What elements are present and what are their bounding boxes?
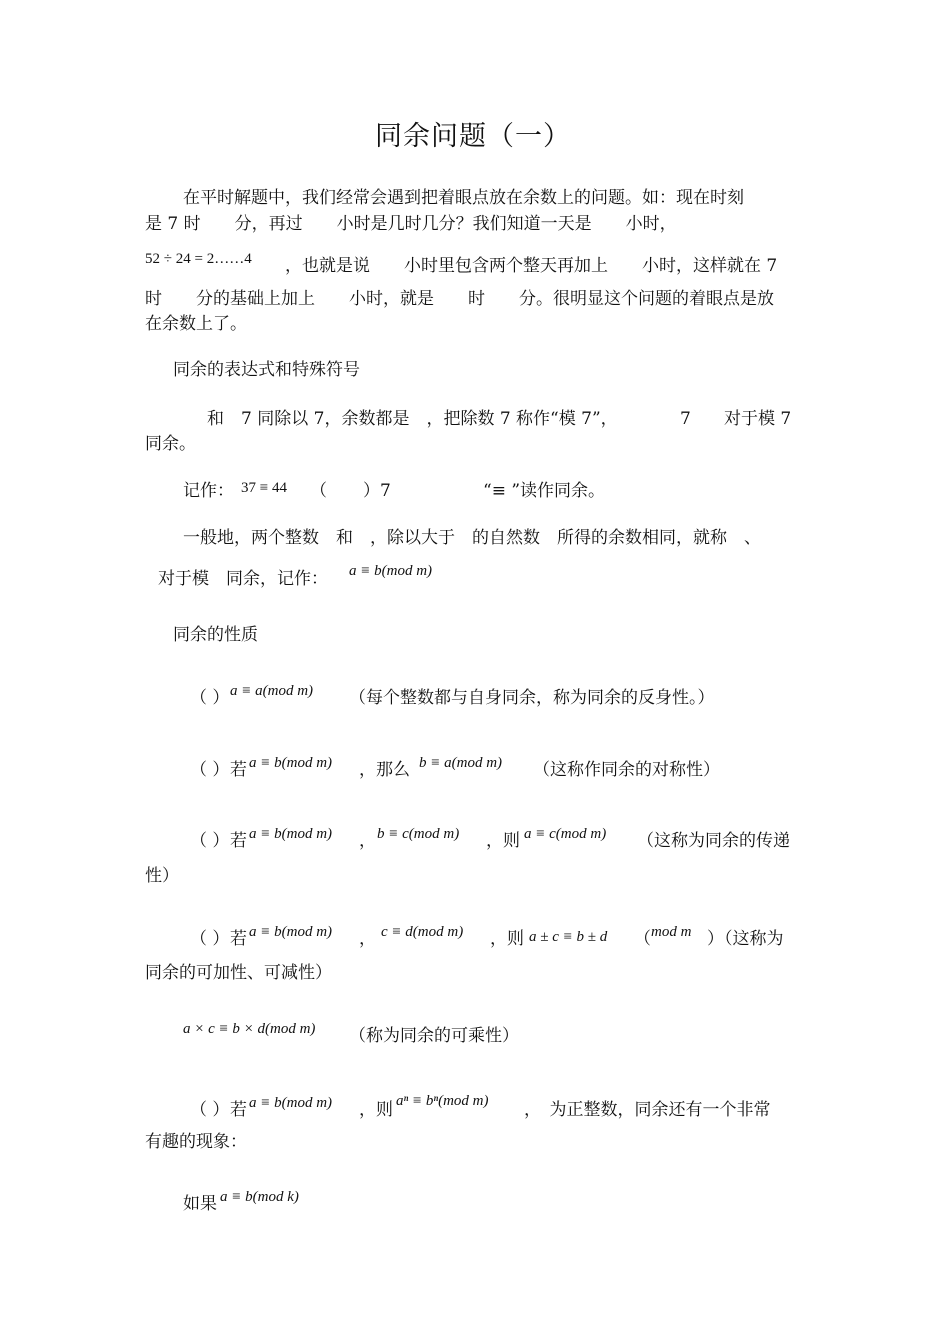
multiply-note: （称为同余的可乘性） bbox=[349, 1026, 519, 1046]
property-3-prefix: 若 bbox=[230, 831, 247, 851]
intro-line-1: 在平时解题中，我们经常会遇到把着眼点放在余数上的问题。如：现在时刻 bbox=[183, 188, 744, 208]
property-4-prefix: 若 bbox=[230, 929, 247, 949]
property-3-note-cont: 性） bbox=[145, 866, 179, 886]
property-4-sep-1: ， bbox=[359, 929, 376, 949]
property-4-note: ）（这称为 bbox=[707, 929, 784, 949]
intro-line-4: 时 分的基础上加上 小时，就是 时 分。很明显这个问题的着眼点是放 bbox=[145, 289, 774, 309]
record-label: 记作： bbox=[183, 481, 234, 501]
power-prefix: 若 bbox=[230, 1100, 247, 1120]
intro-line-3: ，也就是说 小时里包含两个整天再加上 小时，这样就在 7 bbox=[285, 256, 778, 276]
property-4-note-cont: 同余的可加性、可减性） bbox=[145, 963, 332, 983]
property-3-note: （这称为同余的传递 bbox=[637, 831, 790, 851]
property-2-prefix: 若 bbox=[230, 760, 247, 780]
property-1-number: （ ） bbox=[190, 688, 230, 708]
para-general-line-1: 一般地，两个整数 和 ，除以大于 的自然数 所得的余数相同，就称 、 bbox=[183, 528, 761, 548]
property-3-formula-2: b ≡ c(mod m) bbox=[377, 826, 460, 842]
property-2-sep: ，那么 bbox=[359, 760, 410, 780]
intro-line-5: 在余数上了。 bbox=[145, 314, 247, 334]
para-mod7-line-1a: 和 7 同除以 7，余数都是 ，把除数 7 称作“模 7”， bbox=[207, 409, 618, 429]
record-paren-open: （ bbox=[310, 481, 327, 501]
multiply-formula: a × c ≡ b × d(mod m) bbox=[183, 1021, 316, 1037]
property-3-sep-2: ，则 bbox=[486, 831, 520, 851]
para-general-formula: a ≡ b(mod m) bbox=[349, 563, 433, 579]
property-4-mod: mod m bbox=[651, 924, 692, 940]
power-note: ， 为正整数，同余还有一个非常 bbox=[524, 1100, 771, 1120]
para-mod7-line-2: 同余。 bbox=[145, 434, 196, 454]
property-4-formula-3: a ± c ≡ b ± d bbox=[529, 929, 608, 945]
property-4-formula-1: a ≡ b(mod m) bbox=[249, 924, 333, 940]
property-4-formula-2: c ≡ d(mod m) bbox=[381, 924, 464, 940]
power-note-cont: 有趣的现象： bbox=[145, 1132, 247, 1152]
record-paren-close: ）7 bbox=[363, 481, 391, 501]
property-4-number: （ ） bbox=[190, 929, 230, 949]
para-mod7-line-1b: 7 bbox=[680, 409, 691, 429]
heading-expression: 同余的表达式和特殊符号 bbox=[173, 360, 360, 380]
power-formula-2: aⁿ ≡ bⁿ(mod m) bbox=[396, 1093, 489, 1109]
power-sep: ，则 bbox=[359, 1100, 393, 1120]
property-4-paren: （ bbox=[634, 929, 651, 949]
division-formula: 52 ÷ 24 = 2……4 bbox=[145, 251, 252, 267]
intro-line-2: 是 7 时 分，再过 小时是几时几分？我们知道一天是 小时， bbox=[145, 214, 677, 234]
property-3-number: （ ） bbox=[190, 831, 230, 851]
property-3-formula-1: a ≡ b(mod m) bbox=[249, 826, 333, 842]
heading-properties: 同余的性质 bbox=[173, 625, 258, 645]
power-number: （ ） bbox=[190, 1100, 230, 1120]
record-read: “≡ ”读作同余。 bbox=[483, 481, 606, 501]
power-formula-1: a ≡ b(mod m) bbox=[249, 1095, 333, 1111]
property-3-sep-1: ， bbox=[359, 831, 376, 851]
property-2-formula-2: b ≡ a(mod m) bbox=[419, 755, 503, 771]
property-2-formula-1: a ≡ b(mod m) bbox=[249, 755, 333, 771]
para-general-line-2: 对于模 同余，记作： bbox=[158, 569, 328, 589]
record-expr: 37 ≡ 44 bbox=[241, 480, 287, 496]
property-3-formula-3: a ≡ c(mod m) bbox=[524, 826, 607, 842]
if-formula: a ≡ b(mod k) bbox=[220, 1189, 299, 1205]
property-4-sep-2: ，则 bbox=[490, 929, 524, 949]
property-1-note: （每个整数都与自身同余，称为同余的反身性。） bbox=[349, 688, 715, 708]
if-prefix: 如果 bbox=[183, 1194, 217, 1214]
page-title: 同余问题（一） bbox=[375, 121, 571, 152]
property-2-number: （ ） bbox=[190, 760, 230, 780]
property-2-note: （这称作同余的对称性） bbox=[533, 760, 720, 780]
para-mod7-line-1c: 对于模 7 bbox=[724, 409, 792, 429]
property-1-formula: a ≡ a(mod m) bbox=[230, 683, 314, 699]
